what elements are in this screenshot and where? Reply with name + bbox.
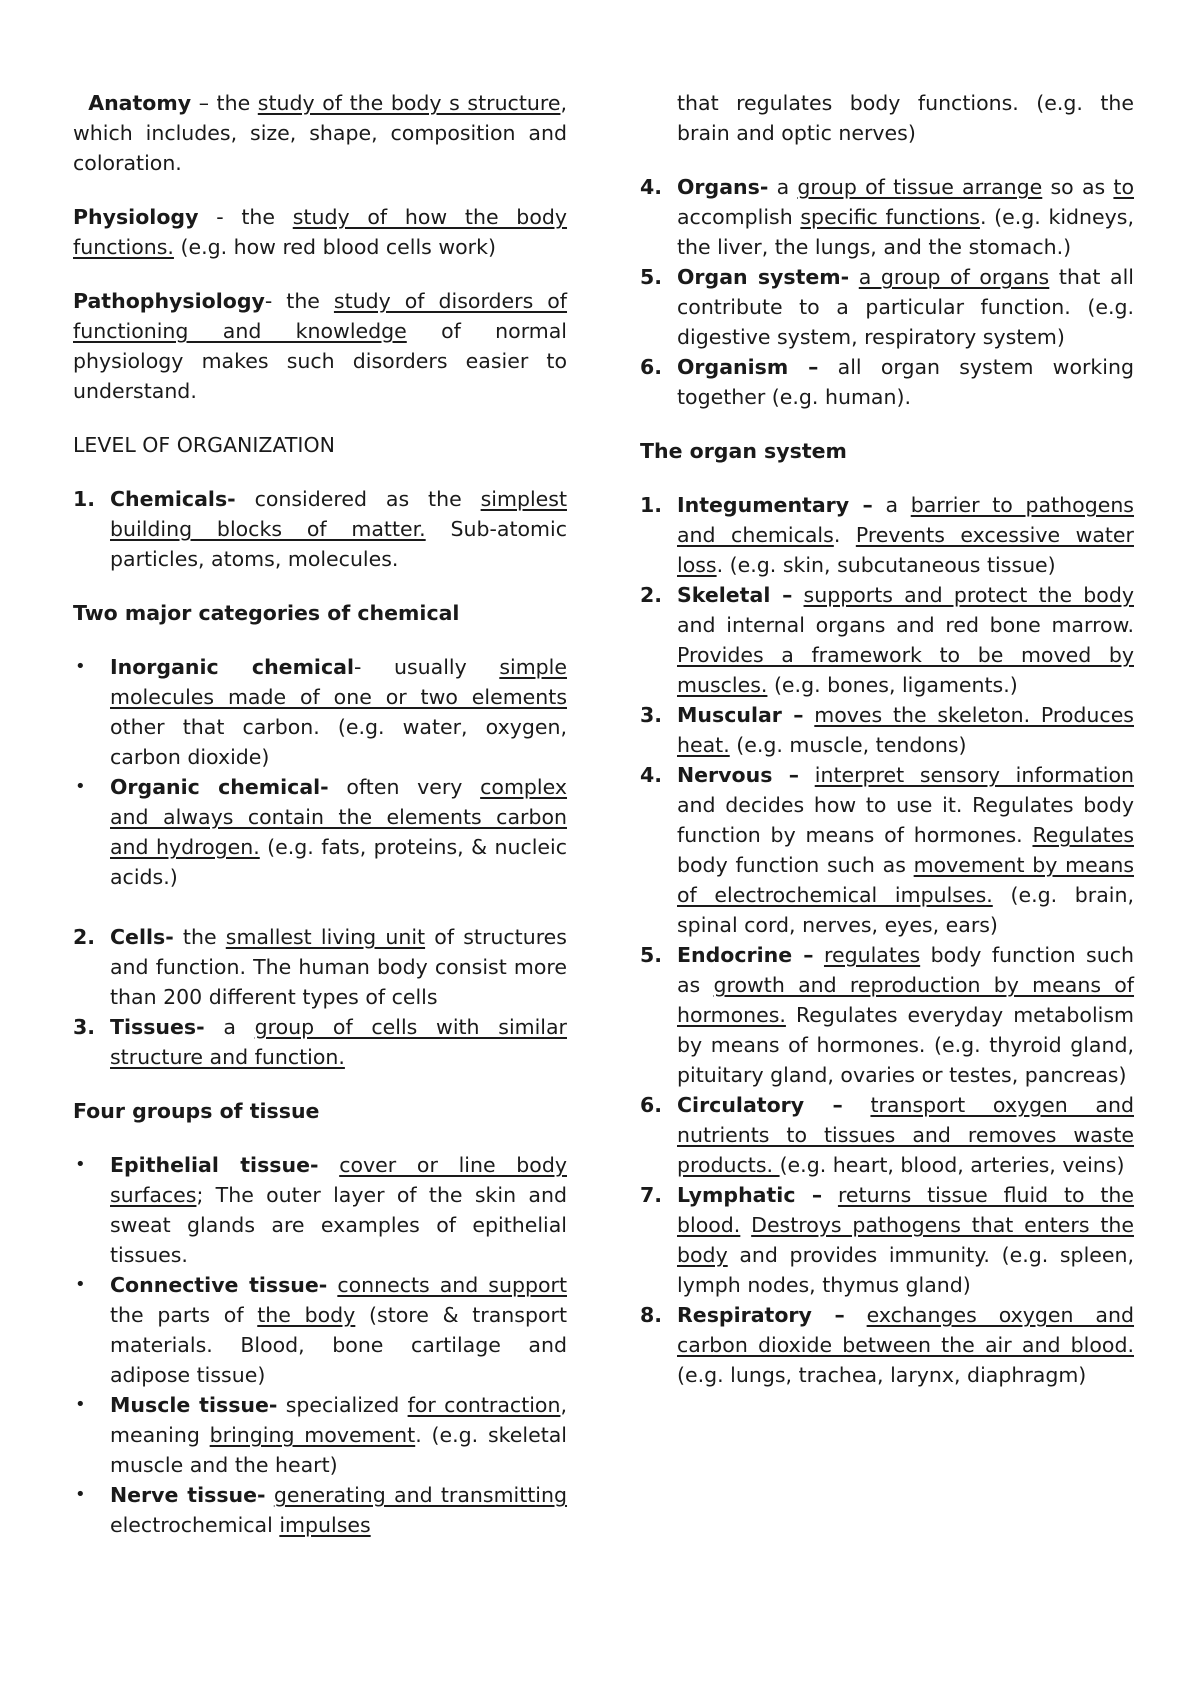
list-item: • Organic chemical- often very complex and always contain the elements carbon and hydrogen. (e.g. fats, proteins, & nucleic acids.): [75, 775, 568, 889]
organ-system-heading: The organ system: [640, 439, 847, 463]
chemical-categories-list: [73, 652, 567, 892]
tissue-groups-list: [73, 1150, 567, 1540]
level-item-organs: 4. Organs- a group of tissue arrange so as to accomplish specific functions. (e.g. kidneys, the liver, the lungs, and the stomach.): [640, 175, 1134, 259]
level-of-organization-heading: LEVEL OF ORGANIZATION: [73, 433, 335, 457]
organ-system-item: 7. Lymphatic – returns tissue fluid to the blood. Destroys pathogens that enters the body and provides immunity. (e.g. spleen, lymph nodes, thymus gland): [640, 1183, 1134, 1297]
physiology-definition: Physiology - the study of how the body functions. (e.g. how red blood cells work): [73, 205, 568, 259]
level-list-part2: [73, 922, 567, 1072]
pathophysiology-definition: Pathophysiology- the study of disorders of functioning and knowledge of normal physiology makes such disorders easier to understand.: [73, 289, 568, 403]
organ-system-item: 8. Respiratory – exchanges oxygen and carbon dioxide between the air and blood. (e.g. lungs, trachea, larynx, diaphragm): [640, 1303, 1135, 1387]
list-item: • Connective tissue- connects and support the parts of the body (store & transport materials. Blood, bone cartilage and adipose tissue): [75, 1273, 567, 1387]
tissue-groups-heading: Four groups of tissue: [73, 1099, 320, 1123]
list-item: • Nerve tissue- generating and transmitting electrochemical impulses: [75, 1483, 568, 1537]
list-item: • Inorganic chemical- usually simple molecules made of one or two elements other that carbon. (e.g. water, oxygen, carbon dioxide): [75, 655, 567, 769]
list-item: • Epithelial tissue- cover or line body surfaces; The outer layer of the skin and sweat glands are examples of epithelial tissues.: [75, 1153, 567, 1267]
anatomy-definition: Anatomy – the study of the body s structure, which includes, size, shape, composition and coloration.: [73, 91, 567, 175]
chemical-categories-heading: Two major categories of chemical: [73, 601, 460, 625]
term-pathophysiology: Pathophysiology: [73, 289, 265, 313]
organ-system-item: 2. Skeletal – supports and protect the body and internal organs and red bone marrow. Provides a framework to be moved by muscles. (e.g. bones, ligaments.): [640, 583, 1134, 697]
level-list-part1: [73, 484, 567, 574]
organ-system-item: 5. Endocrine – regulates body function such as growth and reproduction by means of hormones. Regulates everyday metabolism by means of hormones. (e.g. thyroid gland, pituitary gland, ovaries or testes, pancreas): [640, 943, 1135, 1087]
level-item-chemicals: 1. Chemicals- considered as the simplest building blocks of matter. Sub-atomic particles, atoms, molecules.: [73, 487, 567, 571]
organ-system-item: 3. Muscular – moves the skeleton. Produces heat. (e.g. muscle, tendons): [640, 703, 1134, 757]
organ-system-item: 6. Circulatory – transport oxygen and nutrients to tissues and removes waste products. (e.g. heart, blood, arteries, veins): [640, 1093, 1134, 1177]
level-item-organism: 6. Organism – all organ system working together (e.g. human).: [640, 355, 1134, 409]
right-column: [640, 88, 1134, 1390]
level-list-part3: [640, 172, 1134, 412]
level-item-tissues: 3. Tissues- a group of cells with similar structure and function.: [73, 1015, 567, 1069]
level-item-cells: 2. Cells- the smallest living unit of structures and function. The human body consist more than 200 different types of cells: [73, 925, 567, 1009]
organ-system-list: [640, 490, 1134, 1390]
nerve-tissue-continuation: that regulates body functions. (e.g. the brain and optic nerves): [677, 91, 1134, 145]
organ-system-item: 4. Nervous – interpret sensory information and decides how to use it. Regulates body function by means of hormones. Regulates body function such as movement by means of electrochemical impulses. (e.g. brain, spinal cord, nerves, eyes, ears): [640, 763, 1134, 937]
term-physiology: Physiology: [73, 205, 199, 229]
level-item-organ-system: 5. Organ system- a group of organs that all contribute to a particular function. (e.g. digestive system, respiratory system): [640, 265, 1134, 349]
organ-system-item: 1. Integumentary – a barrier to pathogens and chemicals. Prevents excessive water loss. (e.g. skin, subcutaneous tissue): [640, 493, 1134, 577]
list-item: • Muscle tissue- specialized for contraction, meaning bringing movement. (e.g. skeletal muscle and the heart): [75, 1393, 568, 1477]
term-anatomy: Anatomy: [88, 91, 192, 115]
left-column: [73, 88, 567, 1540]
